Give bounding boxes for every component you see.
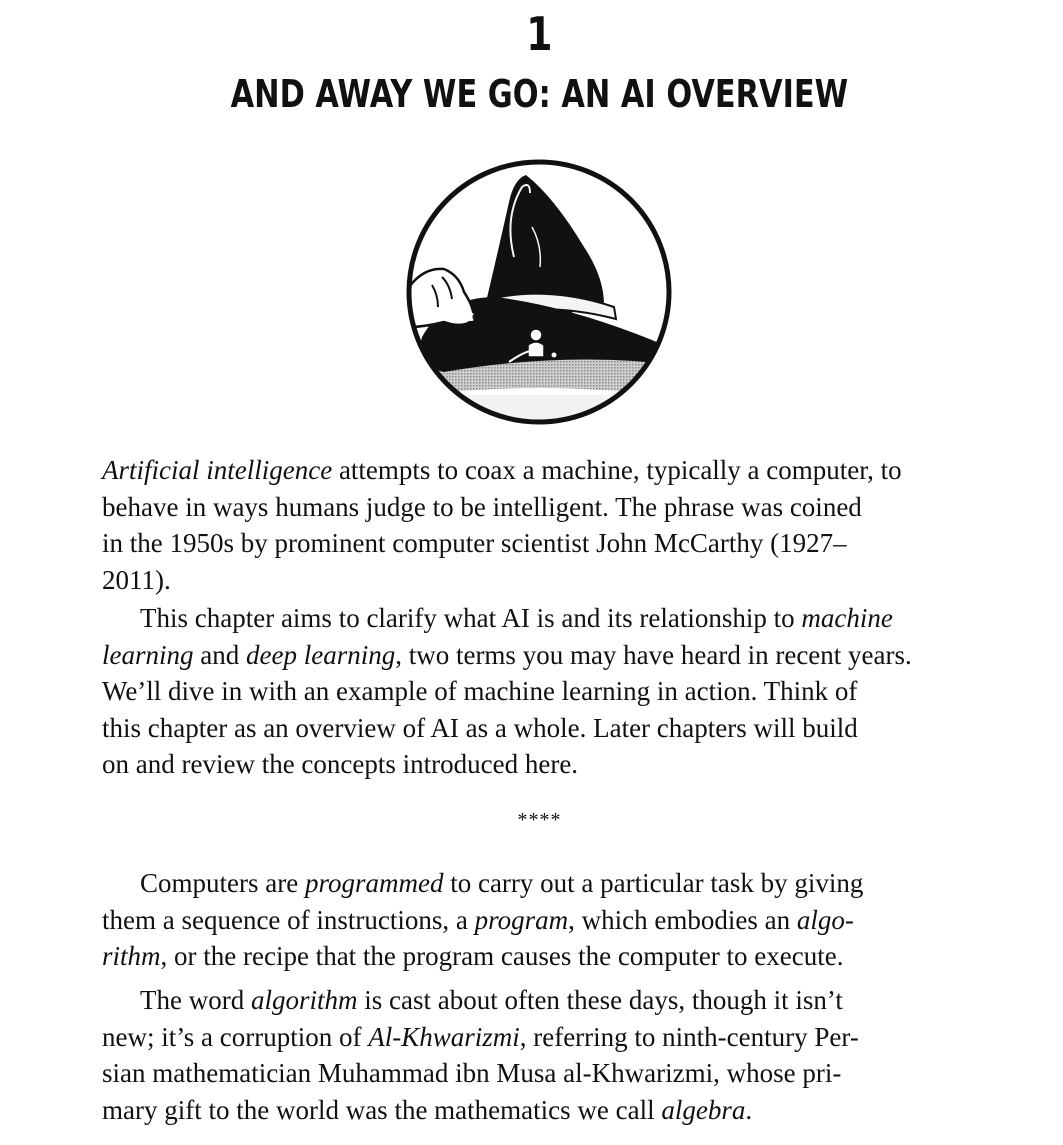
italic-term: learning <box>102 639 194 670</box>
text-span: Computers are <box>140 868 305 898</box>
paragraph-line: in the 1950s by prominent computer scientist John McCarthy (1927– <box>102 528 847 558</box>
italic-term: algebra <box>661 1094 746 1125</box>
section-separator: **** <box>517 809 562 831</box>
paragraph-line: We’ll dive in with an example of machine learning in action. Think of <box>102 676 858 706</box>
text-span: , which embodies an <box>568 904 797 935</box>
hat-letter: c <box>466 309 475 325</box>
italic-term: program <box>474 904 569 935</box>
italic-term: Al-Khwarizmi <box>368 1021 520 1052</box>
text-span: new; it’s a corruption of <box>102 1021 369 1052</box>
italic-term: algo- <box>796 904 854 935</box>
paragraph-line <box>102 1019 982 1056</box>
italic-term: Artificial intelligence <box>102 455 333 485</box>
text-span: , or the recipe that the program causes the computer to execute. <box>160 941 844 971</box>
text-span: to carry out a particular task by giving <box>443 868 864 898</box>
paragraph-line <box>102 865 982 902</box>
paragraph-line <box>102 600 982 637</box>
text-span: them a sequence of instructions, a <box>102 904 475 935</box>
paragraph-1 <box>102 452 982 598</box>
paragraph-line <box>102 1092 982 1129</box>
paragraph-line <box>102 982 982 1019</box>
paragraph-4 <box>102 982 982 1128</box>
chapter-number: 1 <box>526 7 553 61</box>
paragraph-line: behave in ways humans judge to be intelligent. The phrase was coined <box>102 491 862 522</box>
chapter-title: AND AWAY WE GO: AN AI OVERVIEW <box>230 72 849 116</box>
paragraph-line <box>102 938 982 975</box>
text-span: , two terms you may have heard in recent years. <box>395 639 912 670</box>
paragraph-line: sian mathematician Muhammad ibn Musa al-Khwarizmi, whose pri- <box>102 1058 842 1088</box>
paragraph-line: on and review the concepts introduced here. <box>102 749 579 779</box>
paragraph-line: 2011). <box>102 564 171 595</box>
text-span: and <box>193 639 246 670</box>
italic-term: machine <box>801 603 893 633</box>
paragraph-line <box>102 637 982 674</box>
italic-term: programmed <box>304 868 444 898</box>
text-span: . <box>745 1094 753 1125</box>
wizard-hat-illustration-icon <box>404 157 674 427</box>
text-span: , referring to ninth-century Per- <box>519 1021 859 1052</box>
paragraph-line: this chapter as an overview of AI as a whole. Later chapters will build <box>102 712 858 743</box>
text-span: attempts to coax a machine, typically a computer, to <box>332 455 902 485</box>
text-span: is cast about often these days, though it isn’t <box>357 985 843 1015</box>
paragraph-3 <box>102 865 982 975</box>
text-span: The word <box>140 985 251 1015</box>
italic-term: algorithm <box>250 985 358 1015</box>
italic-term: rithm <box>102 941 161 971</box>
paragraph-line <box>102 902 982 939</box>
italic-term: deep learning <box>245 639 396 670</box>
paragraph-2 <box>102 600 982 783</box>
text-span: mary gift to the world was the mathematics we call <box>102 1094 662 1125</box>
text-span: This chapter aims to clarify what AI is and its relationship to <box>140 603 802 633</box>
paragraph-line <box>102 452 982 489</box>
illustration-scene <box>404 157 674 427</box>
